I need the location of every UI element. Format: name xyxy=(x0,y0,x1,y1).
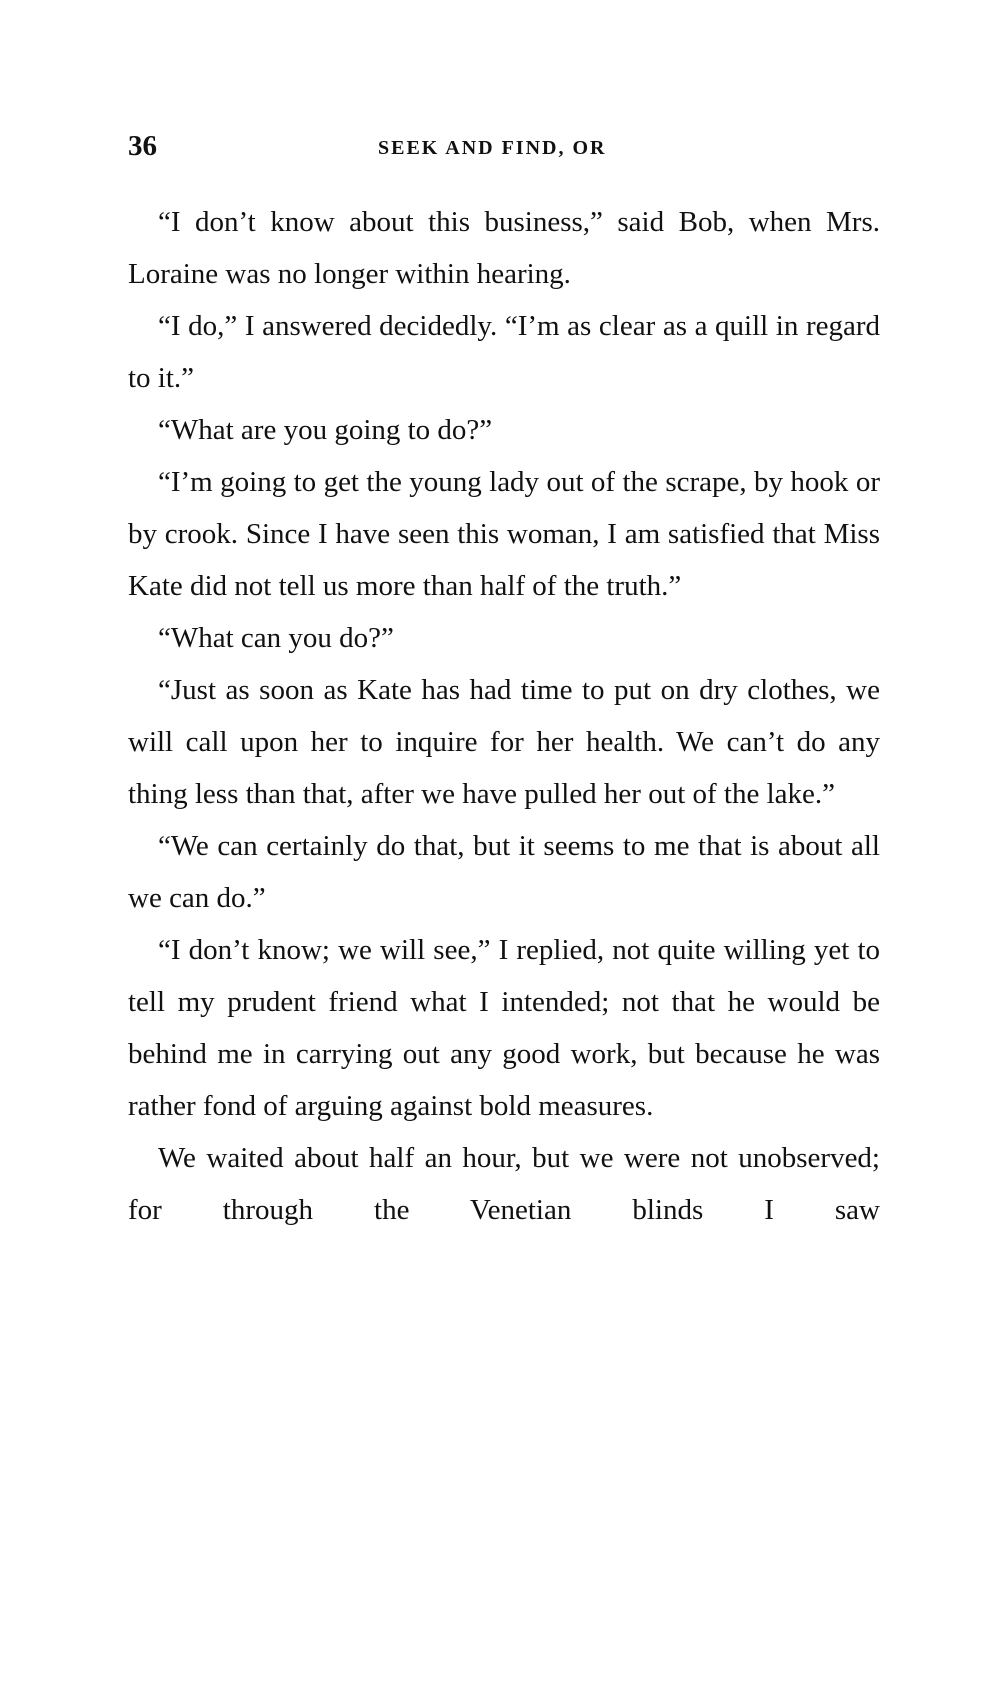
paragraph-9: We waited about half an hour, but we were not unobserved; for through the Venetian blinds I saw xyxy=(128,1142,880,1226)
running-head xyxy=(128,128,888,168)
body-text xyxy=(128,196,880,1236)
paragraph-5: “What can you do?” xyxy=(158,622,394,654)
paragraph-8: “I don’t know; we will see,” I replied, not quite willing yet to tell my prudent friend what I intended; not that he would be behind me in carrying out any good work, but because he was rather fond of arguing against bold measures. xyxy=(128,934,880,1122)
paragraph-2: “I do,” I answered decidedly. “I’m as clear as a quill in regard to it.” xyxy=(128,310,880,394)
paragraph-4: “I’m going to get the young lady out of the scrape, by hook or by crook. Since I have seen this woman, I am satisfied that Miss Kate did not tell us more than half of the truth.” xyxy=(128,466,880,602)
paragraph-1: “I don’t know about this business,” said Bob, when Mrs. Loraine was no longer within hearing. xyxy=(128,206,880,290)
running-title: SEEK AND FIND, OR xyxy=(378,137,607,159)
page-number: 36 xyxy=(128,130,157,162)
paragraph-3: “What are you going to do?” xyxy=(158,414,493,446)
paragraph-6: “Just as soon as Kate has had time to put on dry clothes, we will call upon her to inquire for her health. We can’t do any thing less than that, after we have pulled her out of the lake.” xyxy=(128,674,880,810)
paragraph-7: “We can certainly do that, but it seems to me that is about all we can do.” xyxy=(128,830,880,914)
